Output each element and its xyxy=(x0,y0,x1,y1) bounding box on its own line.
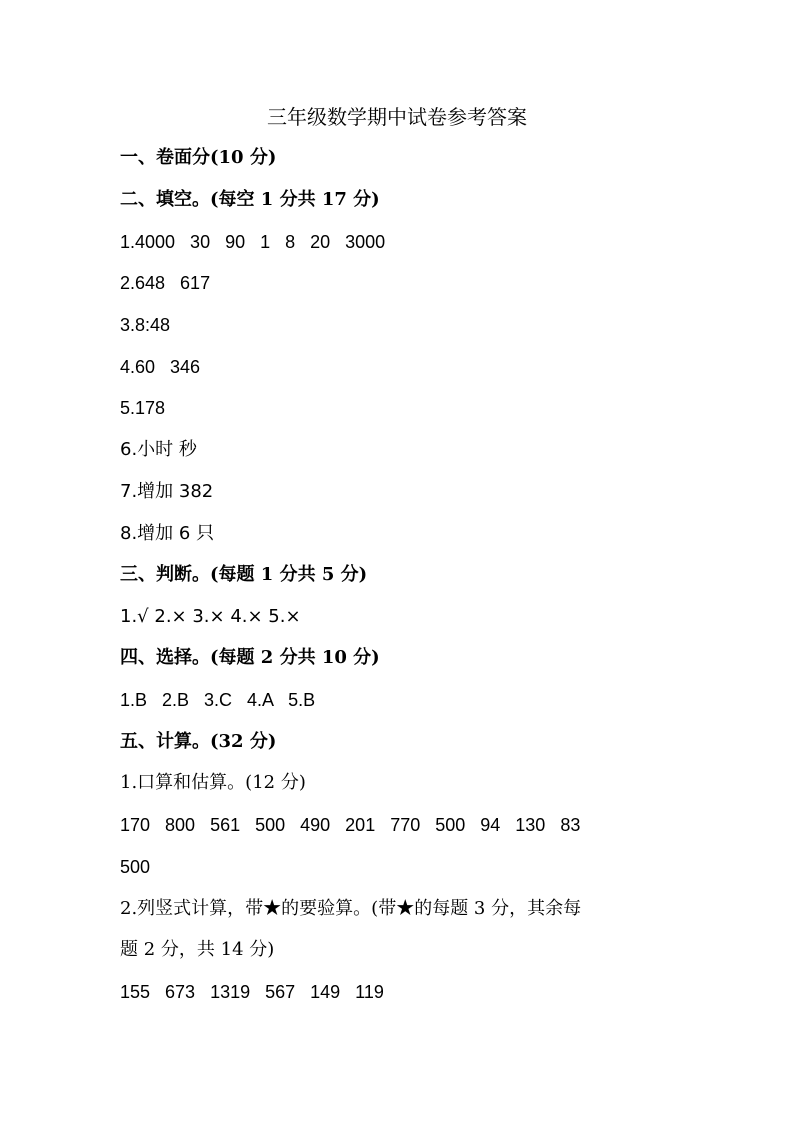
answer-line-choice: 1.B 2.B 3.C 4.A 5.B xyxy=(120,690,316,710)
answer-line-fill-4: 4.60 346 xyxy=(120,357,201,377)
section-heading-calculation: 五、计算。(32 分) xyxy=(120,731,277,752)
subsection-oral-calc: 1.口算和估算。(12 分) xyxy=(120,772,306,793)
answer-line-fill-5: 5.178 xyxy=(120,398,166,418)
section-heading-choice: 四、选择。(每题 2 分共 10 分) xyxy=(120,647,380,668)
answer-line-oral-1: 170 800 561 500 490 201 770 500 94 130 83 xyxy=(120,815,581,835)
answer-line-judge: 1.√ 2.× 3.× 4.× 5.× xyxy=(120,606,301,627)
page-title: 三年级数学期中试卷参考答案 xyxy=(267,105,527,129)
section-heading-fill-blank: 二、填空。(每空 1 分共 17 分) xyxy=(120,189,380,210)
subsection-vertical-calc-cont: 题 2 分，共 14 分) xyxy=(120,939,275,960)
answer-line-fill-1: 1.4000 30 90 1 8 20 3000 xyxy=(120,232,386,252)
answer-line-oral-2: 500 xyxy=(120,857,151,877)
answer-line-fill-3: 3.8:48 xyxy=(120,315,171,335)
answer-line-vertical: 155 673 1319 567 149 119 xyxy=(120,982,384,1002)
section-heading-score: 一、卷面分(10 分) xyxy=(120,147,277,168)
subsection-vertical-calc: 2.列竖式计算，带★的要验算。(带★的每题 3 分，其余每 xyxy=(120,898,582,919)
answer-line-fill-8: 8.增加 6 只 xyxy=(120,523,215,544)
answer-line-fill-6: 6.小时 秒 xyxy=(120,439,197,460)
answer-line-fill-7: 7.增加 382 xyxy=(120,481,214,502)
section-heading-judge: 三、判断。(每题 1 分共 5 分) xyxy=(120,564,368,585)
answer-line-fill-2: 2.648 617 xyxy=(120,273,211,293)
